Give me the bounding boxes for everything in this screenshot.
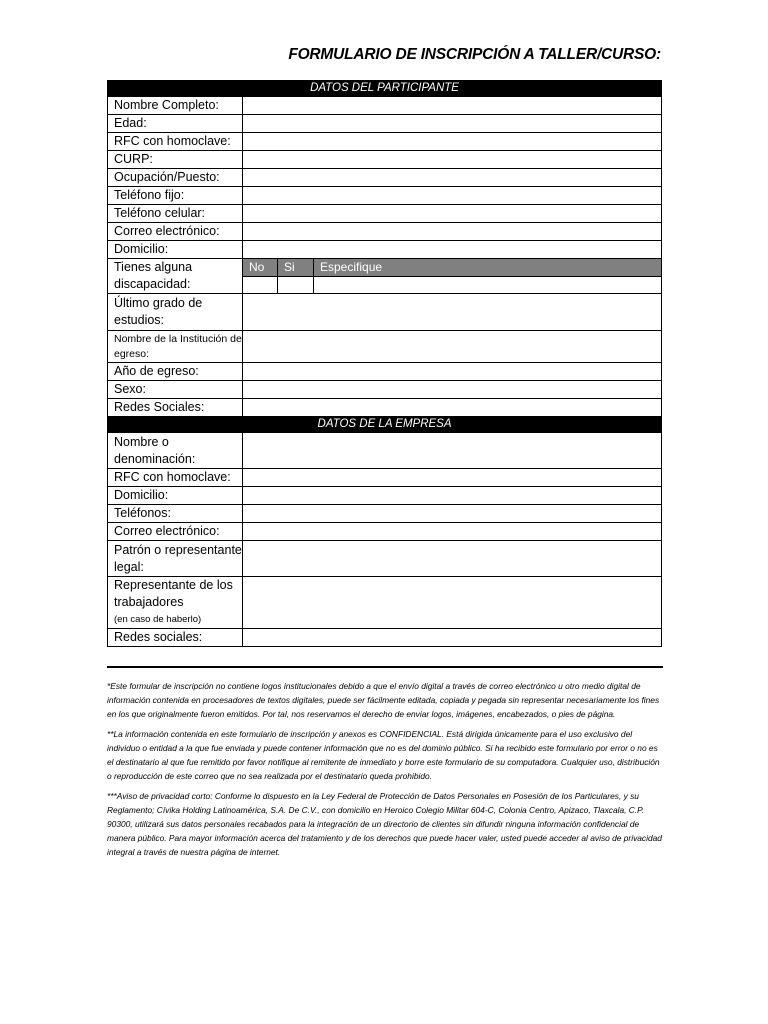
graduation-year-field[interactable] bbox=[243, 363, 662, 381]
landline-label: Teléfono fijo: bbox=[108, 187, 243, 205]
rfc-field[interactable] bbox=[243, 133, 662, 151]
landline-field[interactable] bbox=[243, 187, 662, 205]
address-field[interactable] bbox=[243, 241, 662, 259]
mobile-field[interactable] bbox=[243, 205, 662, 223]
company-email-field[interactable] bbox=[243, 523, 662, 541]
company-email-label: Correo electrónico: bbox=[108, 523, 243, 541]
footnotes bbox=[107, 679, 663, 865]
company-rfc-field[interactable] bbox=[243, 469, 662, 487]
disability-yes-header: Si bbox=[278, 259, 314, 277]
workers-rep-note: (en caso de haberlo) bbox=[114, 614, 202, 625]
email-field[interactable] bbox=[243, 223, 662, 241]
company-address-field[interactable] bbox=[243, 487, 662, 505]
company-phones-label: Teléfonos: bbox=[108, 505, 243, 523]
form-title: FORMULARIO DE INSCRIPCIÓN A TALLER/CURSO: bbox=[288, 46, 661, 63]
employer-field[interactable] bbox=[243, 541, 662, 577]
participant-section-header: DATOS DEL PARTICIPANTE bbox=[108, 81, 662, 97]
company-rfc-label: RFC con homoclave: bbox=[108, 469, 243, 487]
disability-label: Tienes alguna discapacidad: bbox=[108, 259, 243, 294]
note-confidential: **La información contenida en este formulario de inscripción y anexos es CONFIDENCIAL. Está dirigida únicamente para el uso exclusivo del individuo o entidad a la que fue enviada y puede contener información que no es del dominio público. Si ha recibido este formulario por error o no es el destinatario al que fue remitido por favor notifique al remitente de inmediato y borre este formulario de su computadora. Cualquier uso, distribución o reproducción de este correo que no sea realizada por el destinatario queda prohibido. bbox=[107, 729, 660, 781]
curp-field[interactable] bbox=[243, 151, 662, 169]
age-field[interactable] bbox=[243, 115, 662, 133]
sex-field[interactable] bbox=[243, 381, 662, 399]
full-name-label: Nombre Completo: bbox=[108, 97, 243, 115]
occupation-field[interactable] bbox=[243, 169, 662, 187]
company-address-label: Domicilio: bbox=[108, 487, 243, 505]
registration-form bbox=[107, 80, 662, 647]
curp-label: CURP: bbox=[108, 151, 243, 169]
disability-no-header: No bbox=[243, 259, 278, 277]
social-field[interactable] bbox=[243, 399, 662, 417]
workers-rep-field[interactable] bbox=[243, 577, 662, 629]
social-label: Redes Sociales: bbox=[108, 399, 243, 417]
company-section-header: DATOS DE LA EMPRESA bbox=[108, 417, 662, 433]
education-field[interactable] bbox=[243, 294, 662, 331]
workers-rep-label: Representante de los trabajadores bbox=[114, 578, 233, 609]
note-privacy: ***Aviso de privacidad corto: Conforme lo dispuesto en la Ley Federal de Protección de Datos Personales en Posesión de los Particulares, y su Reglamento; Cívika Holding Latinoamérica, S.A. De C.V., con domicilio en Heroico Colegio Militar 604-C, Colonia Centro, Apizaco, Tlaxcala, C.P. 90300, utilizará sus datos personales recabados para la integración de un directorio de clientes sin difundir ninguna información confidencial de manera público. Para mayor información acerca del tratamiento y de los derechos que puede hacer valer, usted puede acceder al aviso de privacidad integral a través de nuestra página de internet. bbox=[107, 791, 662, 857]
disability-specify-field[interactable] bbox=[314, 276, 662, 294]
disability-no-checkbox[interactable] bbox=[243, 276, 278, 294]
graduation-year-label: Año de egreso: bbox=[108, 363, 243, 381]
employer-label: Patrón o representante legal: bbox=[108, 541, 243, 577]
disability-specify-header: Especifique bbox=[314, 259, 662, 277]
address-label: Domicilio: bbox=[108, 241, 243, 259]
company-phones-field[interactable] bbox=[243, 505, 662, 523]
mobile-label: Teléfono celular: bbox=[108, 205, 243, 223]
education-label: Último grado de estudios: bbox=[108, 294, 243, 331]
company-social-label: Redes sociales: bbox=[108, 629, 243, 647]
email-label: Correo electrónico: bbox=[108, 223, 243, 241]
company-name-field[interactable] bbox=[243, 433, 662, 469]
occupation-label: Ocupación/Puesto: bbox=[108, 169, 243, 187]
institution-field[interactable] bbox=[243, 331, 662, 363]
sex-label: Sexo: bbox=[108, 381, 243, 399]
rfc-label: RFC con homoclave: bbox=[108, 133, 243, 151]
note-logos: *Este formular de inscripción no contiene logos institucionales debido a que el envío digital a través de correo electrónico u otro medio digital de información contenida en procesadores de textos digitales, puede ser fácilmente editada, copiada y pegada sin representar necesariamente los fines en los que originalmente fueron emitidos. Por tal, nos reservamos el derecho de enviar logos, imágenes, encabezados, o pies de página. bbox=[107, 681, 660, 719]
workers-rep-cell bbox=[108, 577, 243, 629]
company-name-label: Nombre o denominación: bbox=[108, 433, 243, 469]
full-name-field[interactable] bbox=[243, 97, 662, 115]
age-label: Edad: bbox=[108, 115, 243, 133]
disability-yes-checkbox[interactable] bbox=[278, 276, 314, 294]
divider bbox=[107, 666, 663, 668]
institution-label: Nombre de la Institución de egreso: bbox=[108, 331, 243, 363]
company-social-field[interactable] bbox=[243, 629, 662, 647]
